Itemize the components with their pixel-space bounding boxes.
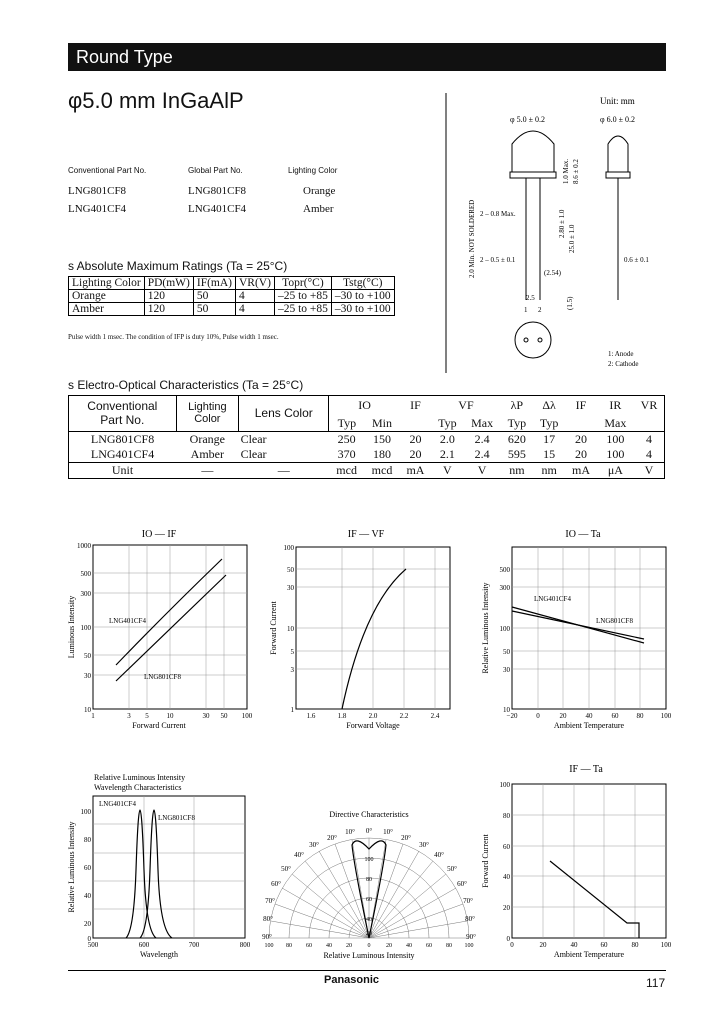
- c1-xlabel: Forward Current: [132, 721, 186, 730]
- c1-curve-801: [116, 575, 226, 681]
- c5-axis: 20: [346, 943, 352, 949]
- cell: –30 to +100: [331, 290, 394, 303]
- c2-title: IF — VF: [347, 529, 385, 540]
- c5-axis: 60: [306, 943, 312, 949]
- eo-h-conv: [69, 396, 177, 432]
- c6-ylabel: Forward Current: [481, 834, 490, 888]
- c5-ring: 20: [366, 931, 372, 937]
- c2-xlabel: Forward Voltage: [346, 721, 400, 730]
- dim-d8: 2 – 0.5 ± 0.1: [480, 256, 516, 264]
- c4-xlabel: Wavelength: [139, 950, 179, 959]
- c1-xtick: 1: [91, 712, 95, 720]
- dim-p3: 2.5: [526, 294, 535, 302]
- unit-cell: mcd: [371, 462, 393, 477]
- eo-cell: 20: [575, 446, 587, 461]
- eo-h-lens: Lens Color: [239, 396, 329, 432]
- c2-xtick: 1.6: [306, 712, 316, 720]
- dim-d9: (2.54): [544, 269, 561, 277]
- c4-ytick: 20: [84, 920, 91, 928]
- c4-xticks: [88, 941, 251, 949]
- c5-angle: 30°: [309, 841, 319, 849]
- eo-cell: 2.4: [474, 446, 490, 461]
- eo-h-conv-2: Part No.: [100, 413, 145, 428]
- eo-cell: 150: [373, 431, 391, 446]
- c2-ytick: 3: [290, 666, 294, 674]
- pin-2: 2: [538, 306, 542, 314]
- brand-logo: Panasonic: [324, 974, 380, 986]
- c5-axis-labels: [265, 943, 474, 949]
- col-global: Global Part No.: [188, 166, 243, 175]
- c5-angle: 60°: [457, 880, 467, 888]
- c5-ring: 100: [364, 857, 374, 863]
- eo-cell: 180: [373, 446, 391, 461]
- eo-h-lp: λP: [510, 398, 524, 413]
- c5-axis: 20: [386, 943, 392, 949]
- c1-xtick: 50: [220, 712, 228, 720]
- eo-table: [68, 395, 665, 479]
- c6-ytick: 40: [503, 873, 510, 881]
- pin-1: 1: [524, 306, 528, 314]
- unit-cell: mA: [572, 462, 590, 477]
- legend-anode: 1: Anode: [608, 350, 634, 358]
- dim-d1: φ 5.0 ± 0.2: [510, 115, 546, 124]
- part-glob-1: LNG801CF8: [188, 185, 247, 197]
- dim-d7: 25.0 ± 1.0: [568, 224, 576, 253]
- sub: Typ: [337, 415, 357, 430]
- eo-h-conv-1: Conventional: [87, 399, 158, 414]
- c3-xtick: 0: [536, 712, 540, 720]
- eo-cell: 20: [409, 446, 422, 461]
- c3-ytick: 30: [503, 666, 510, 674]
- dim-d5: 2 – 0.8 Max.: [480, 210, 516, 218]
- chart-io-if: [64, 525, 264, 735]
- c2-ytick: 10: [287, 625, 294, 633]
- eo-cell: 620: [507, 431, 526, 446]
- sub: Max: [604, 415, 627, 430]
- cell: 120: [144, 303, 193, 316]
- eo-h-light-1: Lighting: [188, 401, 227, 414]
- c3-xtick: 60: [611, 712, 619, 720]
- eo-cell: 250: [337, 431, 356, 446]
- c1-xtick: 5: [145, 712, 149, 720]
- section-banner: Round Type: [68, 43, 666, 71]
- cell: 4: [236, 303, 275, 316]
- page-title: φ5.0 mm InGaAlP: [68, 88, 244, 113]
- unit-cell: Unit: [111, 462, 134, 477]
- c6-ytick: 80: [503, 812, 510, 820]
- footer-rule: [68, 970, 666, 971]
- c5-ring: 80: [366, 877, 372, 883]
- c4-xtick: 700: [188, 941, 200, 949]
- c3-xtick: 20: [559, 712, 567, 720]
- c6-ytick: 100: [499, 781, 510, 789]
- cell: Amber: [69, 303, 145, 316]
- c1-ytick: 100: [80, 624, 91, 632]
- c3-label-1: LNG401CF4: [534, 595, 571, 603]
- c2-grid: [296, 547, 450, 709]
- c1-title: IO — IF: [141, 529, 177, 540]
- c5-axis: 100: [264, 943, 274, 949]
- c5-angle: 40°: [434, 851, 444, 859]
- led-lens-side: [512, 131, 554, 172]
- c4-ytick: 100: [80, 808, 91, 816]
- c6-ytick: 20: [503, 904, 510, 912]
- cell: –25 to +85: [274, 303, 331, 316]
- c3-ytick: 50: [503, 648, 510, 656]
- part-conv-1: LNG801CF8: [68, 185, 127, 197]
- c5-xlabel: Relative Luminous Intensity: [323, 951, 415, 960]
- c5-axis: 80: [286, 943, 292, 949]
- eo-cell: LNG401CF4: [90, 446, 155, 461]
- dim-d4: 8.6 ± 0.2: [572, 159, 580, 184]
- c3-ytick: 300: [499, 584, 510, 592]
- eo-cell: 2.4: [474, 431, 490, 446]
- h-vr: VR(V): [236, 277, 275, 290]
- c5-angle: 60°: [271, 880, 281, 888]
- c3-label-2: LNG801CF8: [596, 617, 633, 625]
- c5-angle: 70°: [265, 897, 275, 905]
- c6-ytick: 0: [506, 935, 510, 943]
- c4-ytick: 60: [84, 864, 91, 872]
- h-topr: Topr(°C): [274, 277, 331, 290]
- c6-ytick: 60: [503, 843, 510, 851]
- c4-title-1: Relative Luminous Intensity: [94, 773, 186, 782]
- c4-ylabel: Relative Luminous Intensity: [67, 821, 76, 913]
- chart-wavelength: [64, 770, 254, 965]
- h-pd: PD(mW): [144, 277, 193, 290]
- c5-title: Directive Characteristics: [329, 810, 409, 819]
- eo-cell: 4: [646, 446, 653, 461]
- h-if: IF(mA): [193, 277, 235, 290]
- c1-ytick: 500: [80, 570, 91, 578]
- eo-h-vr: VR: [640, 398, 658, 413]
- c5-axis: 80: [446, 943, 452, 949]
- unit-label: Unit: mm: [600, 96, 635, 106]
- unit-cell: mcd: [336, 462, 357, 477]
- part-color-2: Amber: [303, 203, 334, 215]
- c5-ring: 60: [366, 897, 372, 903]
- c2-ytick: 30: [287, 584, 294, 592]
- pulse-note: Pulse width 1 msec. The condition of IFP is duty 10%, Pulse width 1 msec.: [68, 333, 279, 341]
- dim-d10: 0.6 ± 0.1: [624, 256, 649, 264]
- c5-angle: 10°: [383, 828, 393, 836]
- sub: Max: [471, 415, 494, 430]
- c5-angle: 40°: [294, 851, 304, 859]
- eo-h-if: IF: [410, 398, 421, 413]
- c1-grid: [93, 545, 247, 709]
- led-lens-front: [608, 136, 628, 172]
- pin-dot-2: [538, 338, 542, 342]
- c5-ring: 40: [366, 917, 372, 923]
- c1-xtick: 30: [202, 712, 210, 720]
- c1-ytick: 1000: [77, 542, 91, 550]
- c6-xtick: 20: [539, 941, 547, 949]
- eo-cell: 17: [543, 431, 556, 446]
- eo-h-vf: VF: [431, 396, 501, 416]
- eo-h-light: [176, 396, 238, 432]
- c2-xtick: 2.2: [399, 712, 409, 720]
- eo-h-light-2: Color: [194, 413, 221, 426]
- c4-yticks: [81, 808, 92, 943]
- dim-d2: φ 6.0 ± 0.2: [600, 115, 636, 124]
- sub: [565, 416, 597, 432]
- c5-axis: 40: [326, 943, 332, 949]
- c1-xticks: [91, 712, 253, 720]
- c2-ylabel: Forward Current: [269, 601, 278, 655]
- eo-h-dl: Δλ: [542, 398, 556, 413]
- eo-cell: Amber: [190, 446, 224, 461]
- eo-title: s Electro-Optical Characteristics (Ta = 25°C): [68, 378, 304, 392]
- c4-xtick: 800: [239, 941, 251, 949]
- c2-ytick: 50: [287, 566, 294, 574]
- c6-xtick: 100: [660, 941, 672, 949]
- c4-xtick: 500: [87, 941, 99, 949]
- c2-xtick: 1.8: [337, 712, 347, 720]
- c2-yticks: [284, 544, 295, 714]
- c1-yticks: [77, 542, 92, 714]
- c4-curve-801: [140, 810, 172, 938]
- c6-title: IF — Ta: [569, 764, 603, 775]
- sub: Min: [371, 415, 392, 430]
- c6-xtick: 80: [631, 941, 639, 949]
- c6-derating-line: [550, 861, 639, 938]
- dim-d11: (1.5): [566, 296, 574, 310]
- eo-cell: 15: [543, 446, 556, 461]
- unit-cell: —: [201, 462, 214, 477]
- cell: 50: [193, 290, 235, 303]
- cell: 120: [144, 290, 193, 303]
- sub: [634, 416, 664, 432]
- cell: 4: [236, 290, 275, 303]
- col-color: Lighting Color: [288, 166, 338, 175]
- sub: [400, 416, 432, 432]
- c3-ytick: 100: [499, 625, 510, 633]
- c1-ytick: 30: [84, 672, 91, 680]
- c6-xtick: 60: [600, 941, 608, 949]
- c5-angle: 90°: [466, 933, 476, 941]
- eo-cell: 20: [409, 431, 422, 446]
- pin-dot-1: [524, 338, 528, 342]
- eo-cell: 595: [507, 446, 526, 461]
- c3-title: IO — Ta: [565, 529, 601, 540]
- eo-h-if2: IF: [575, 398, 587, 413]
- c6-xtick: 0: [510, 941, 514, 949]
- h-tstg: Tstg(°C): [331, 277, 394, 290]
- c6-xtick: 40: [570, 941, 578, 949]
- c3-xlabel: Ambient Temperature: [553, 721, 625, 730]
- eo-cell: LNG801CF8: [90, 431, 155, 446]
- c6-grid: [512, 784, 666, 938]
- chart-io-ta: [478, 525, 673, 735]
- dim-vert: 2.0 Min. NOT SOLDERED: [468, 199, 476, 278]
- unit-cell: nm: [541, 462, 557, 477]
- chart-if-vf: [266, 525, 456, 735]
- legend-cathode: 2: Cathode: [608, 360, 639, 368]
- sub: Typ: [507, 415, 527, 430]
- c5-angle: 90°: [262, 933, 272, 941]
- col-conventional: Conventional Part No.: [68, 166, 147, 175]
- dim-d3: 1.0 Max.: [562, 158, 570, 184]
- c3-xticks: [507, 712, 672, 720]
- c5-angle: 70°: [463, 897, 473, 905]
- c5-axis: 100: [464, 943, 474, 949]
- c4-label-1: LNG401CF4: [99, 800, 136, 808]
- c6-xticks: [510, 941, 672, 949]
- unit-cell: mA: [406, 462, 425, 477]
- eo-cell: Orange: [189, 431, 225, 446]
- c6-xlabel: Ambient Temperature: [553, 950, 625, 959]
- c1-xtick: 100: [241, 712, 253, 720]
- c5-angle: 10°: [345, 828, 355, 836]
- eo-cell: 4: [646, 431, 653, 446]
- cell: 50: [193, 303, 235, 316]
- eo-cell: 370: [337, 446, 356, 461]
- c1-ytick: 50: [84, 652, 91, 660]
- c5-angle: 20°: [401, 834, 411, 842]
- c5-angle: 0°: [365, 827, 373, 835]
- c5-angle: 80°: [465, 915, 475, 923]
- c5-axis: 40: [406, 943, 412, 949]
- eo-cell: 2.1: [439, 446, 455, 461]
- h-color: Lighting Color: [69, 277, 145, 290]
- sub: Typ: [539, 415, 559, 430]
- c5-angle: 50°: [447, 865, 457, 873]
- part-color-1: Orange: [303, 185, 336, 197]
- eo-cell: Clear: [240, 446, 267, 461]
- cell: –25 to +85: [274, 290, 331, 303]
- chart-directive: [262, 805, 477, 965]
- led-bottom-view: [515, 322, 551, 358]
- abs-max-table: [68, 276, 395, 316]
- c4-label-2: LNG801CF8: [158, 814, 195, 822]
- eo-cell: 100: [606, 446, 625, 461]
- dimension-drawing: [440, 88, 666, 378]
- part-conv-2: LNG401CF4: [68, 203, 127, 215]
- page-number: 117: [646, 976, 666, 990]
- c1-xtick: 3: [127, 712, 131, 720]
- c6-yticks: [500, 781, 511, 943]
- unit-cell: V: [443, 462, 452, 477]
- c3-ylabel: Relative Luminous Intensity: [481, 582, 490, 674]
- part-list: [68, 166, 368, 215]
- c2-curve: [342, 569, 406, 709]
- c3-yticks: [500, 566, 511, 714]
- c3-xtick: −20: [506, 712, 518, 720]
- c5-angle: 30°: [419, 841, 429, 849]
- sub: Typ: [438, 415, 457, 430]
- eo-h-ir: IR: [609, 398, 622, 413]
- cell: Orange: [69, 290, 145, 303]
- c3-ytick: 10: [503, 706, 510, 714]
- c1-ylabel: Luminous Intensity: [67, 595, 76, 659]
- c1-label-2: LNG801CF8: [144, 673, 181, 681]
- led-flange-front: [606, 172, 630, 178]
- c4-ytick: 0: [87, 935, 91, 943]
- part-glob-2: LNG401CF4: [188, 203, 247, 215]
- c4-ytick: 40: [84, 892, 91, 900]
- c3-ytick: 500: [499, 566, 510, 574]
- c5-angle: 20°: [327, 834, 337, 842]
- unit-cell: V: [644, 462, 654, 477]
- eo-cell: 100: [606, 431, 625, 446]
- eo-cell: 2.0: [439, 431, 455, 446]
- eo-h-io: IO: [358, 398, 371, 413]
- c1-xtick: 10: [166, 712, 174, 720]
- c5-angle: 50°: [281, 865, 291, 873]
- led-flange: [510, 172, 556, 178]
- c3-xtick: 40: [585, 712, 593, 720]
- c5-angle: 80°: [263, 915, 273, 923]
- dim-d6: 2.80 ± 1.0: [558, 209, 566, 238]
- eo-cell: Clear: [240, 431, 267, 446]
- c1-label-1: LNG401CF4: [109, 617, 146, 625]
- unit-cell: μA: [607, 462, 623, 477]
- c1-ytick: 300: [80, 590, 91, 598]
- c2-xtick: 2.0: [368, 712, 378, 720]
- c1-ytick: 10: [84, 706, 91, 714]
- chart-if-ta: [478, 760, 673, 965]
- c5-axis: 0: [367, 943, 371, 949]
- c3-xtick: 100: [660, 712, 672, 720]
- c2-xtick: 2.4: [430, 712, 440, 720]
- unit-cell: —: [277, 462, 290, 477]
- c4-ytick: 80: [84, 836, 91, 844]
- eo-cell: 20: [575, 431, 587, 446]
- c4-title-2: Wavelength Characteristics: [94, 783, 182, 792]
- c2-ytick: 5: [290, 648, 294, 656]
- c6-frame: [512, 784, 666, 938]
- unit-cell: nm: [509, 462, 525, 477]
- c3-xtick: 80: [636, 712, 644, 720]
- cell: –30 to +100: [331, 303, 394, 316]
- c3-line-801: [512, 611, 644, 639]
- c5-axis: 60: [426, 943, 432, 949]
- c4-xtick: 600: [138, 941, 150, 949]
- c2-ytick: 1: [290, 706, 294, 714]
- c2-ytick: 100: [283, 544, 294, 552]
- unit-cell: V: [477, 462, 487, 477]
- c2-xticks: [307, 712, 440, 720]
- abs-max-title: s Absolute Maximum Ratings (Ta = 25°C): [68, 259, 288, 273]
